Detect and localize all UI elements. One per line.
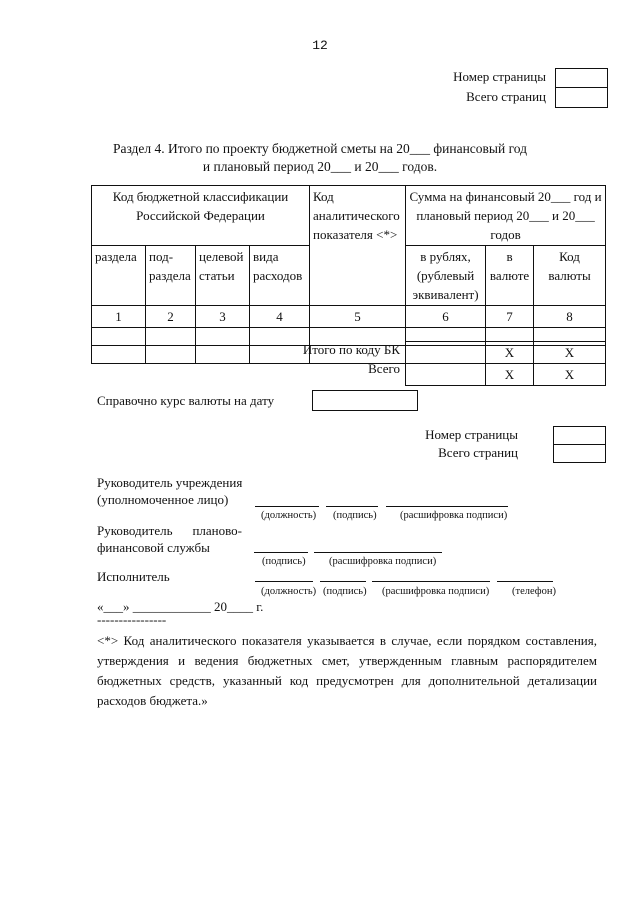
- page-number-label: Номер страницы: [453, 69, 546, 84]
- exec-decode-caption: (расшифровка подписи): [382, 586, 490, 597]
- exec-phone-line[interactable]: [497, 581, 553, 582]
- page-count-box[interactable]: [555, 68, 608, 108]
- section-title-line1: Раздел 4. Итого по проекту бюджетной сметы на 20___ финансовый год: [112, 141, 528, 156]
- total-bk-val-x: X: [486, 342, 534, 364]
- table-cell[interactable]: [92, 346, 146, 364]
- sum-header: Сумма на финансовый 20___ год и плановый период 20___ и 20___ годов: [406, 186, 606, 246]
- table-cell[interactable]: [196, 328, 250, 346]
- fin-label-line2: финансовой службы: [97, 540, 210, 555]
- header-podrazdela: под-раздела: [146, 246, 196, 306]
- total-bk-label: Итого по коду БК: [302, 342, 400, 357]
- head-sign-line[interactable]: [326, 506, 378, 507]
- page-number: 12: [312, 38, 328, 53]
- footnote: <*> Код аналитического показателя указывается в случае, если порядком составления, утверждения и ведения бюджетных смет, утвержденным главным распорядителем бюджетных средств, указанный код предусмотрен для дополнительной детализации расходов бюджета.»: [97, 633, 597, 708]
- footer-total-pages-label: Всего страниц: [438, 445, 518, 460]
- header-razdela: раздела: [92, 246, 146, 306]
- bk-header: Код бюджетной классификации Российской Федерации: [92, 186, 310, 246]
- analytic-header: Код аналитического показателя <*>: [310, 186, 406, 306]
- col-number: 6: [406, 306, 486, 328]
- table-cell[interactable]: [92, 328, 146, 346]
- header-vida: вида расходов: [250, 246, 310, 306]
- header-kod-val: Код валюты: [534, 246, 606, 306]
- total-bk-rub[interactable]: [406, 342, 486, 364]
- fin-label-word2: планово-: [192, 523, 242, 538]
- totals-table: [405, 341, 606, 386]
- fin-sign-caption: (подпись): [262, 556, 306, 567]
- footer-page-count-box[interactable]: [553, 426, 606, 463]
- table-cell[interactable]: [196, 346, 250, 364]
- date-line[interactable]: «___» ____________ 20____ г.: [97, 599, 264, 614]
- col-number: 4: [250, 306, 310, 328]
- fin-label-word1: Руководитель: [97, 523, 173, 538]
- col-number: 8: [534, 306, 606, 328]
- fin-sign-line[interactable]: [254, 552, 308, 553]
- fin-decode-line[interactable]: [314, 552, 442, 553]
- col-number: 3: [196, 306, 250, 328]
- col-number: 1: [92, 306, 146, 328]
- executor-label: Исполнитель: [97, 569, 170, 584]
- exec-decode-line[interactable]: [372, 581, 490, 582]
- separator: ----------------: [97, 612, 167, 627]
- head-decode-caption: (расшифровка подписи): [400, 510, 508, 521]
- total-bk-code-x: X: [534, 342, 606, 364]
- head-label-line2: (уполномоченное лицо): [97, 492, 229, 507]
- rate-date-box[interactable]: [312, 390, 418, 411]
- head-sign-caption: (подпись): [333, 510, 377, 521]
- footer-page-number-label: Номер страницы: [425, 427, 518, 442]
- total-rub[interactable]: [406, 364, 486, 386]
- table-cell[interactable]: [146, 328, 196, 346]
- fin-label-justified: [97, 523, 242, 539]
- total-pages-label: Всего страниц: [466, 89, 546, 104]
- col-number: 7: [486, 306, 534, 328]
- exec-phone-caption: (телефон): [512, 586, 556, 597]
- head-position-line[interactable]: [255, 506, 319, 507]
- header-celevoy: целевой статьи: [196, 246, 250, 306]
- head-decode-line[interactable]: [386, 506, 508, 507]
- exec-sign-caption: (подпись): [323, 586, 367, 597]
- total-code-x: X: [534, 364, 606, 386]
- rate-label: Справочно курс валюты на дату: [97, 393, 275, 408]
- exec-sign-line[interactable]: [320, 581, 366, 582]
- fin-decode-caption: (расшифровка подписи): [329, 556, 437, 567]
- fin-label-line1: [97, 523, 242, 539]
- header-val: в валюте: [486, 246, 534, 306]
- table-cell[interactable]: [146, 346, 196, 364]
- head-position-caption: (должность): [261, 510, 317, 521]
- exec-position-line[interactable]: [255, 581, 313, 582]
- exec-position-caption: (должность): [261, 586, 317, 597]
- budget-table: [91, 185, 606, 364]
- section-title-line2: и плановый период 20___ и 20___ годов.: [202, 159, 438, 174]
- head-label-line1: Руководитель учреждения: [97, 475, 243, 490]
- total-label: Всего: [368, 361, 400, 376]
- col-number: 5: [310, 306, 406, 328]
- header-rub: в рублях, (рублевый эквивалент): [406, 246, 486, 306]
- total-val-x: X: [486, 364, 534, 386]
- col-number: 2: [146, 306, 196, 328]
